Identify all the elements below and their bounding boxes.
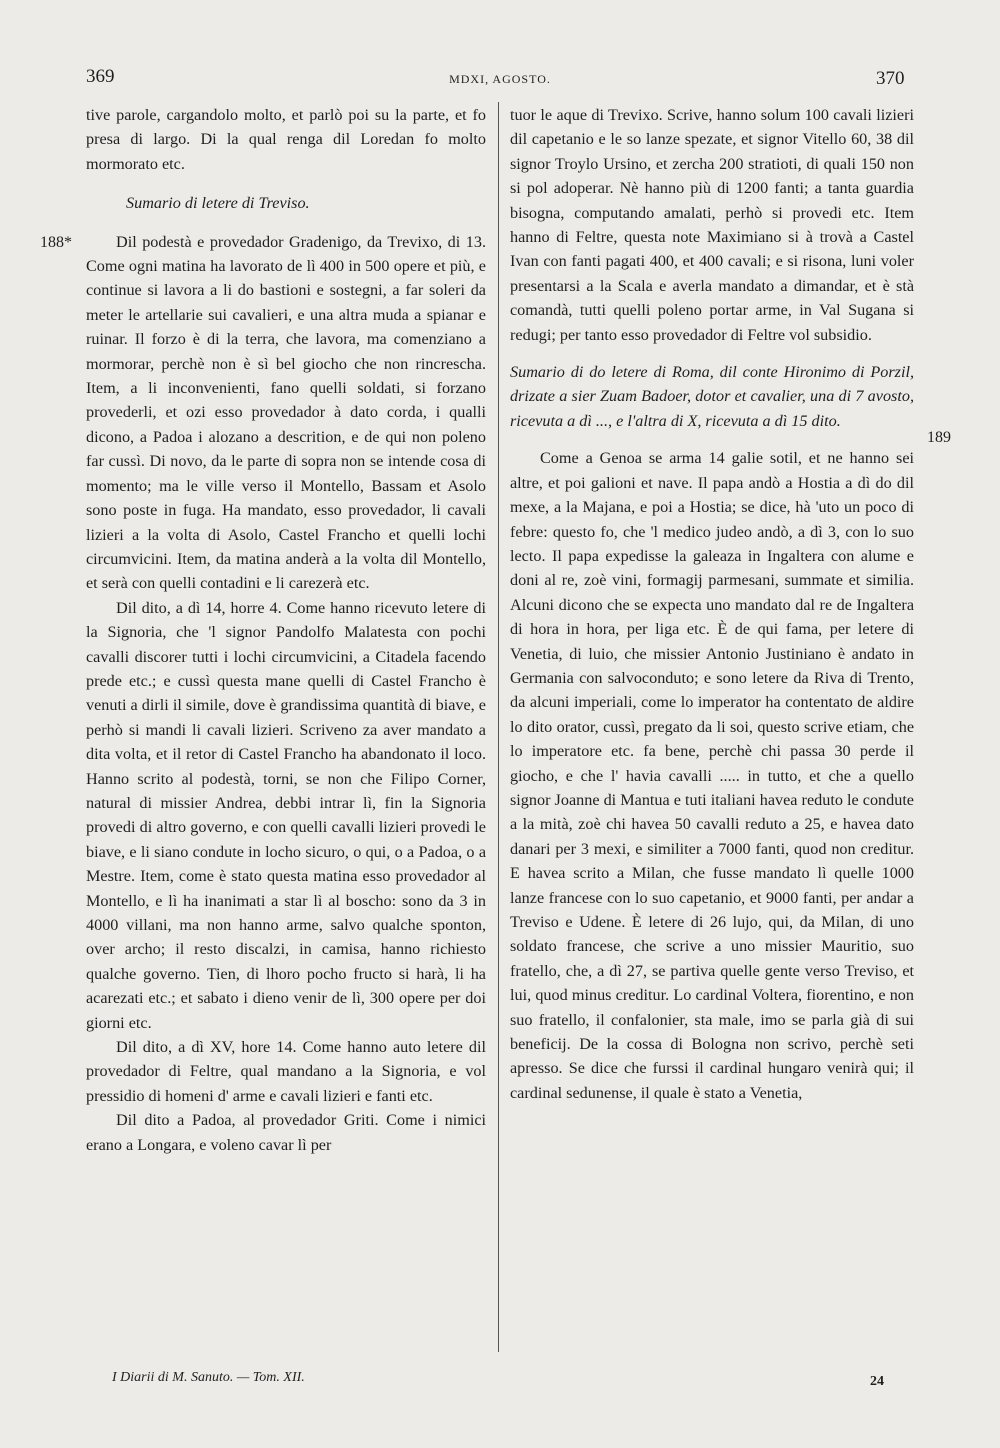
page-header <box>0 66 1000 96</box>
left-page-number: 369 <box>86 66 115 87</box>
right-column <box>510 103 914 1105</box>
right-page-number: 370 <box>876 68 905 89</box>
page-footer <box>0 1370 1000 1400</box>
paragraph: Dil podestà e provedador Gradenigo, da Trevixo, di 13. Come ogni matina ha lavorato de lì 400 in 500 opere et più, e continue si lavora a li do bastioni e sostegni, a far soleri da meter le artellarie sui cavalieri, e una altra muda a spianar e ruinar. Il forzo è di la terra, che lavora, ma comenziano a mormorar, perchè non è sì bel giocho che non rincrescha. Item, a li inconvenienti, fano quelli soldati, si forzano provederli, et ozi esso provedador à dato corda, i qualli dicono, a Padoa i alozano a descrition, e de qui non poleno far cussì. Di novo, da le parte di sopra non se intende cosa di momento; ma le ville verso il Montello, Bassam et Asolo sono poste in fuga. Ha mandato, esso provedador, li cavali lizieri a la volta di Asolo, Castel Francho et quelli lochi circumvicini. Item, da matina anderà a la volta dil Montello, et serà con quelli contadini e li carezerà etc. <box>86 232 486 593</box>
margin-note-left: 188* <box>40 234 72 251</box>
section-heading: Sumario di letere di Treviso. <box>126 194 310 213</box>
signature-mark: 24 <box>870 1374 884 1389</box>
footer-title: I Diarii di M. Sanuto. — Tom. XII. <box>112 1370 305 1385</box>
paragraph: Dil dito, a dì 14, horre 4. Come hanno ricevuto letere di la Signoria, che 'l signor Pandolfo Malatesta con pochi cavalli discorer tutti i lochi circumvicini, a Citadela facendo prede etc.; e cussì questa mane quelli di Castel Francho è venuti a dirli il simile, dove è grandissima quantità di biave, e perhò si mandi li cavali lizieri. Scriveno za aver mandato a dita volta, et il retor di Castel Francho ha abandonato il loco. Hanno scrito al podestà, torni, se non che Filipo Corner, natural di missier Andrea, debbi intrar lì, fin la Signoria provedi di altro governo, e con quelli cavalli lizieri provedi le biave, e li siano condute in locho sicuro, o qui, o a Padoa, o a Mestre. Item, come è stato questa matina esso provedador al Montello, e lì ha inanimati a star lì al boscho: sono da 3 in 4000 villani, ma non hanno arme, salvo qualche sponton, over archo; il resto discalzi, in camisa, hanno richiesto qualche governo. Tien, di lhoro pocho fructo si harà, li ha acarezati etc.; et sabato i dieno venir de lì, 300 opere per doi giorni etc. <box>86 598 486 1032</box>
paragraph: Dil dito a Padoa, al provedador Griti. Come i nimici erano a Longara, e voleno cavar lì per <box>86 1111 486 1154</box>
left-column <box>86 103 486 1157</box>
paragraph: tive parole, cargandolo molto, et parlò poi su la parte, et fo presa di largo. Di la qual renga dil Loredan fo molto mormorato etc. <box>86 106 486 173</box>
paragraph: tuor le aque di Trevixo. Scrive, hanno solum 100 cavali lizieri dil capetanio e le so lanze spezate, et signor Vitello 60, 38 dil signor Troylo Ursino, et zercha 200 stratioti, di quali 150 non si pol adoperar. Nè hanno più di 1200 fanti; a tanta guardia bisogna, computando amalati, perhò si provedi etc. Item hanno di Feltre, questa note Maximiano si à trovà a Castel Ivan con fanti pagati 400, et 400 cavali; e si risona, luni voler presentarsi a la Scala e averla mandato a dimandar, et è stà comandà, tutti quelli poleno portar arme, in Val Sugana si redugi; per tanto esso provedador di Feltre vol subsidio. <box>510 106 914 344</box>
section-rubric: Sumario di do letere di Roma, dil conte Hironimo di Porzil, drizate a sier Zuam Badoer, dotor et cavalier, una di 7 avosto, ricevuta a dì ..., e l'altra di X, ricevuta a dì 15 dito. <box>510 363 914 430</box>
paragraph: Dil dito, a dì XV, hore 14. Come hanno auto letere dil provedador di Feltre, qual mandano a la Signoria, e vol pressidio di homeni d' arme e cavali lizieri e fanti etc. <box>86 1038 486 1105</box>
paragraph: Come a Genoa se arma 14 galie sotil, et ne hanno sei altre, et poi galioni et nave. Il papa andò a Hostia a dì do dil mexe, a la Majana, e poi a Hostia; se dice, hà 'uto un poco di febre: questo fo, che 'l medico judeo andò, a dì 3, con lo suo lecto. Il papa expedisse la galeaza in Ingaltera con alume e doni al re, zoè vini, formagij parmesani, summate et similia. Alcuni dicono che se expecta uno mandato dal re de Ingaltera di hora in hora, per liga etc. È de qui fama, per letere di Venetia, di luio, che missier Antonio Justiniano è andato in Germania con salvoconduto; e sono letere da Riva di Trento, da alcuni imperiali, come lo imperator ha contentato de aldire lo dito orator, cussì, pregato da li soi, questo scrive etiam, che lo imperatore etc. fa bene, perchè chi passa 30 perde il giocho, e che l' havia cavalli ..... in tutto, et che a quello signor Joanne di Mantua e tuti italiani havea reduto le condute a la mità, zoè chi havea 50 cavalli reduto a 25, e havea dato danari per 3 mexi, e similiter a 7000 fanti, quod non creditur. E havea scrito a Milan, che fusse mandato lì quelle 1000 lanze francese con lo suo capetanio, et 9000 fanti, per andar a Treviso e Udene. È letere di 26 lujo, qui, da Milan, di uno soldato francese, che scrive a uno missier Mauritio, suo fratello, che, a dì 27, se partiva quelle gente verso Treviso, et lui, quod minus creditur. Lo cardinal Voltera, fiorentino, e non suo fratello, il confalonier, sta male, imo se parla già di sui beneficij. De la cossa di Bologna non scrivo, perchè seti apresso. Se dice che furssi il cardinal hungaro venirà qui; il cardinal sedunense, il quale è stato a Venetia, <box>510 449 914 1102</box>
running-head: MDXI, AGOSTO. <box>449 72 551 86</box>
column-divider <box>498 102 499 1352</box>
margin-note-right: 189 <box>927 429 951 446</box>
